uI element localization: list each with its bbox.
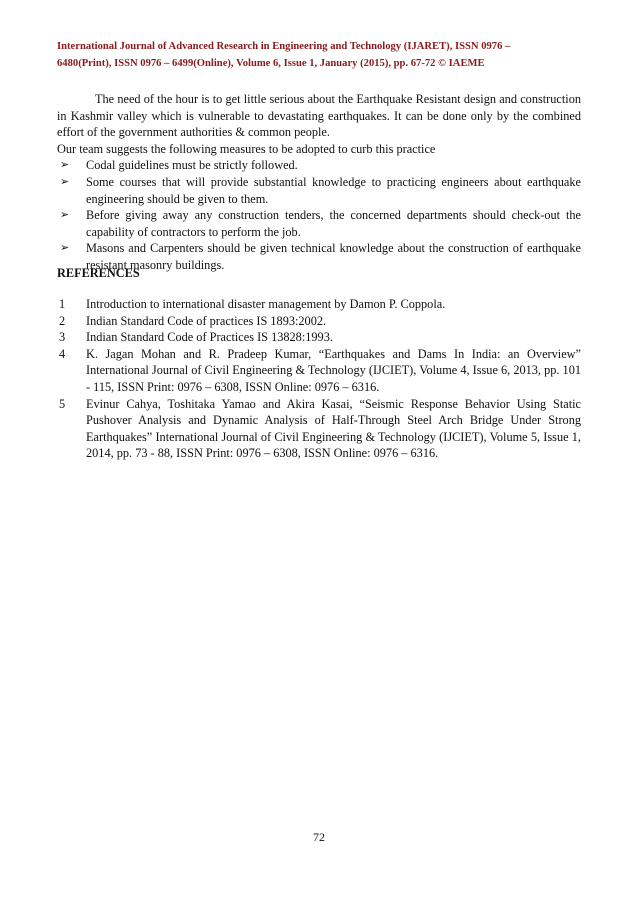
reference-text: K. Jagan Mohan and R. Pradeep Kumar, “Earthquakes and Dams In India: an Overview” International Journal of Civil Engineering & Technology (IJCIET), Volume 4, Issue 6, 2013, pp. 101 - 115, ISSN Print: 0976 – 6308, ISSN Online: 0976 – 6316. xyxy=(86,346,581,394)
reference-number: 3 xyxy=(59,330,66,345)
list-item-text: Codal guidelines must be strictly followed. xyxy=(86,158,298,173)
reference-text: Indian Standard Code of practices IS 1893:2002. xyxy=(86,313,327,328)
team-suggestion-line: Our team suggests the following measures to be adopted to curb this practice xyxy=(57,141,436,156)
body-text xyxy=(57,91,581,274)
reference-item xyxy=(57,296,581,313)
journal-header-line-1: International Journal of Advanced Research in Engineering and Technology (IJARET), ISSN 0976 – xyxy=(57,41,511,52)
list-item xyxy=(57,207,581,240)
measures-list xyxy=(57,157,581,273)
page-number: 72 xyxy=(313,830,325,844)
reference-number: 4 xyxy=(59,346,66,361)
arrow-bullet-icon: ➢ xyxy=(60,158,70,172)
arrow-bullet-icon: ➢ xyxy=(60,241,70,255)
reference-text: Evinur Cahya, Toshitaka Yamao and Akira Kasai, “Seismic Response Behavior Using Static Pushover Analysis and Dynamic Analysis of Half-Through Steel Arch Bridge Under Strong Earthquakes” International Journal of Civil Engineering & Technology (IJCIET), Volume 5, Issue 1, 2014, pp. 73 - 88, ISSN Print: 0976 – 6308, ISSN Online: 0976 – 6316. xyxy=(86,396,581,461)
reference-text: Indian Standard Code of Practices IS 13828:1993. xyxy=(86,330,333,345)
reference-number: 1 xyxy=(59,297,66,311)
references-list xyxy=(57,296,581,462)
list-item-text: Some courses that will provide substantial knowledge to practicing engineers about earthquake engineering should be given to them. xyxy=(86,174,581,206)
arrow-bullet-icon: ➢ xyxy=(60,208,70,222)
reference-item xyxy=(57,329,581,346)
reference-item xyxy=(57,396,581,462)
reference-item xyxy=(57,346,581,396)
reference-item xyxy=(57,313,581,330)
journal-header xyxy=(57,38,581,72)
list-item-text: Masons and Carpenters should be given technical knowledge about the construction of earthquake resistant masonry buildings. xyxy=(86,241,581,272)
reference-number: 5 xyxy=(59,396,66,411)
reference-number: 2 xyxy=(59,313,66,328)
list-item xyxy=(57,174,581,207)
conclusion-paragraph: The need of the hour is to get little serious about the Earthquake Resistant design and construction in Kashmir valley which is vulnerable to devastating earthquakes. It can be done only by the combined effort of the government authorities & common people. xyxy=(57,92,581,140)
journal-header-line-2: 6480(Print), ISSN 0976 – 6499(Online), Volume 6, Issue 1, January (2015), pp. 67-72 © IAEME xyxy=(57,58,485,69)
list-item-text: Before giving away any construction tenders, the concerned departments should check-out the capability of contractors to perform the job. xyxy=(86,208,581,239)
list-item xyxy=(57,157,581,174)
arrow-bullet-icon: ➢ xyxy=(60,174,70,188)
reference-text: Introduction to international disaster management by Damon P. Coppola. xyxy=(86,297,446,311)
references-heading: REFERENCES xyxy=(57,266,140,280)
